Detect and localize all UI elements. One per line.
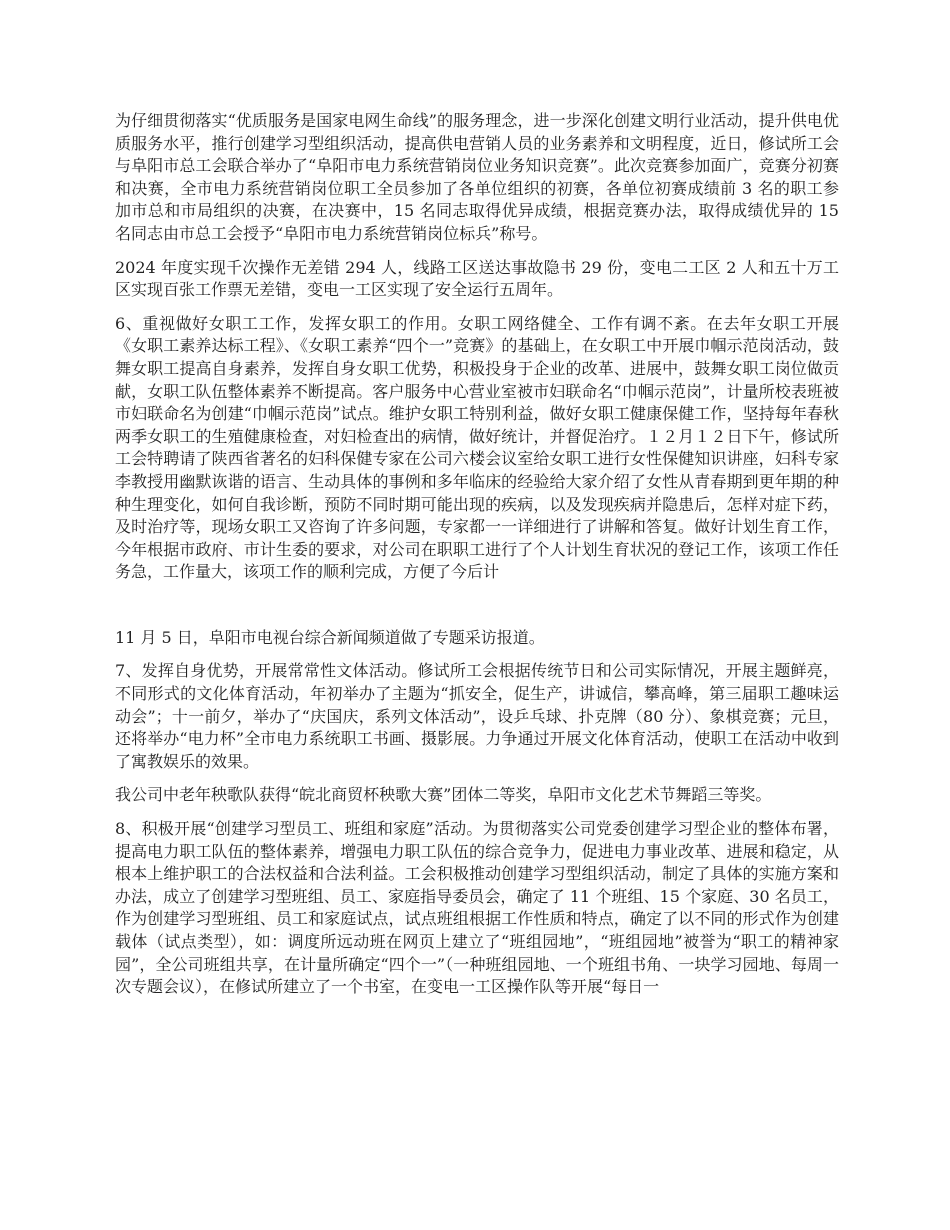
paragraph-tv-report: 11 月 5 日，阜阳市电视台综合新闻频道做了专题采访报道。 bbox=[115, 627, 545, 647]
paragraph-safety-record: 2024 年度实现千次操作无差错 294 人，线路工区送达事故隐书 29 份，变电二工区 2 人和五十万工区实现百张工作票无差错，变电一工区实现了安全运行五周年。 bbox=[115, 257, 839, 300]
paragraph-service-competition: 为仔细贯彻落实“优质服务是国家电网生命线”的服务理念，进一步深化创建文明行业活动，提升供电优质服务水平，推行创建学习型组织活动，提高供电营销人员的业务素养和文明程度，近日，修试所工会与阜阳市总工会联合举办了“阜阳市电力系统营销岗位业务知识竞赛”。此次竞赛参加面广，竞赛分初赛和决赛，全市电力系统营销岗位职工全员参加了各单位组织的初赛，各单位初赛成绩前 3 名的职工参加市总和市局组织的决赛，在决赛中，15 名同志取得优异成绩，根据竞赛办法，取得成绩优异的 15 名同志由市总工会授予“阜阳市电力系统营销岗位标兵”称号。 bbox=[115, 111, 839, 243]
paragraph-cultural-activities: 7、发挥自身优势，开展常常性文体活动。修试所工会根据传统节日和公司实际情况，开展主题鲜亮，不同形式的文化体育活动，年初举办了主题为“抓安全，促生产，讲诚信，攀高峰，第三届职工趣味运动会”；十一前夕，举办了“庆国庆，系列文体活动”，设乒乓球、扑克牌（80 分）、象棋竞赛；元旦，还将举办“电力杯”全市电力系统职工书画、摄影展。力争通过开展文化体育活动，使职工在活动中收到了寓教娱乐的效果。 bbox=[115, 661, 839, 771]
document-body bbox=[115, 110, 839, 1010]
paragraph-learning-organization: 8、积极开展“创建学习型员工、班组和家庭”活动。为贯彻落实公司党委创建学习型企业的整体布署，提高电力职工队伍的整体素养，增强电力职工队伍的综合竞争力，促进电力事业改革、进展和稳定，从根本上维护职工的合法权益和合法利益。工会积极推动创建学习型组织活动，制定了具体的实施方案和办法，成立了创建学习型班组、员工、家庭指导委员会，确定了 11 个班组、15 个家庭、30 名员工，作为创建学习型班组、员工和家庭试点，试点班组根据工作性质和特点，确定了以不同的形式作为创建载体（试点类型），如：调度所远动班在网页上建立了“班组园地”，“班组园地”被誉为“职工的精神家园”，全公司班组共享，在计量所确定“四个一”（一种班组园地、一个班组书角、一块学习园地、每周一次专题会议），在修试所建立了一个书室，在变电一工区操作队等开展“每日一 bbox=[115, 819, 839, 997]
paragraph-yangge-award: 我公司中老年秧歌队获得“皖北商贸杯秧歌大赛”团体二等奖，阜阳市文化艺术节舞蹈三等奖。 bbox=[115, 785, 772, 805]
paragraph-female-workers: 6、重视做好女职工工作，发挥女职工的作用。女职工网络健全、工作有调不紊。在去年女职工开展《女职工素养达标工程》、《女职工素养“四个一”竞赛》的基础上，在女职工中开展巾帼示范岗活动，鼓舞女职工提高自身素养，发挥自身女职工优势，积极投身于企业的改革、进展中，鼓舞女职工岗位做贡献，女职工队伍整体素养不断提高。客户服务中心营业室被市妇联命名“巾帼示范岗”，计量所校表班被市妇联命名为创建“巾帼示范岗”试点。维护女职工特别利益，做好女职工健康保健工作，坚持每年春秋两季女职工的生殖健康检查，对妇检查出的病情，做好统计，并督促治疗。１２月１２日下午，修试所工会特聘请了陕西省著名的妇科保健专家在公司六楼会议室给女职工进行女性保健知识讲座，妇科专家李教授用幽默诙谐的语言、生动具体的事例和多年临床的经验给大家介绍了女性从青春期到更年期的种种生理变化，如何自我诊断，预防不同时期可能出现的疾病，以及发现疾病并隐患后，怎样对症下药，及时治疗等，现场女职工又咨询了许多问题，专家都一一详细进行了讲解和答复。做好计划生育工作，今年根据市政府、市计生委的要求，对公司在职职工进行了个人计划生育状况的登记工作，该项工作任务急，工作量大，该项工作的顺利完成，方便了今后计 bbox=[115, 313, 839, 582]
